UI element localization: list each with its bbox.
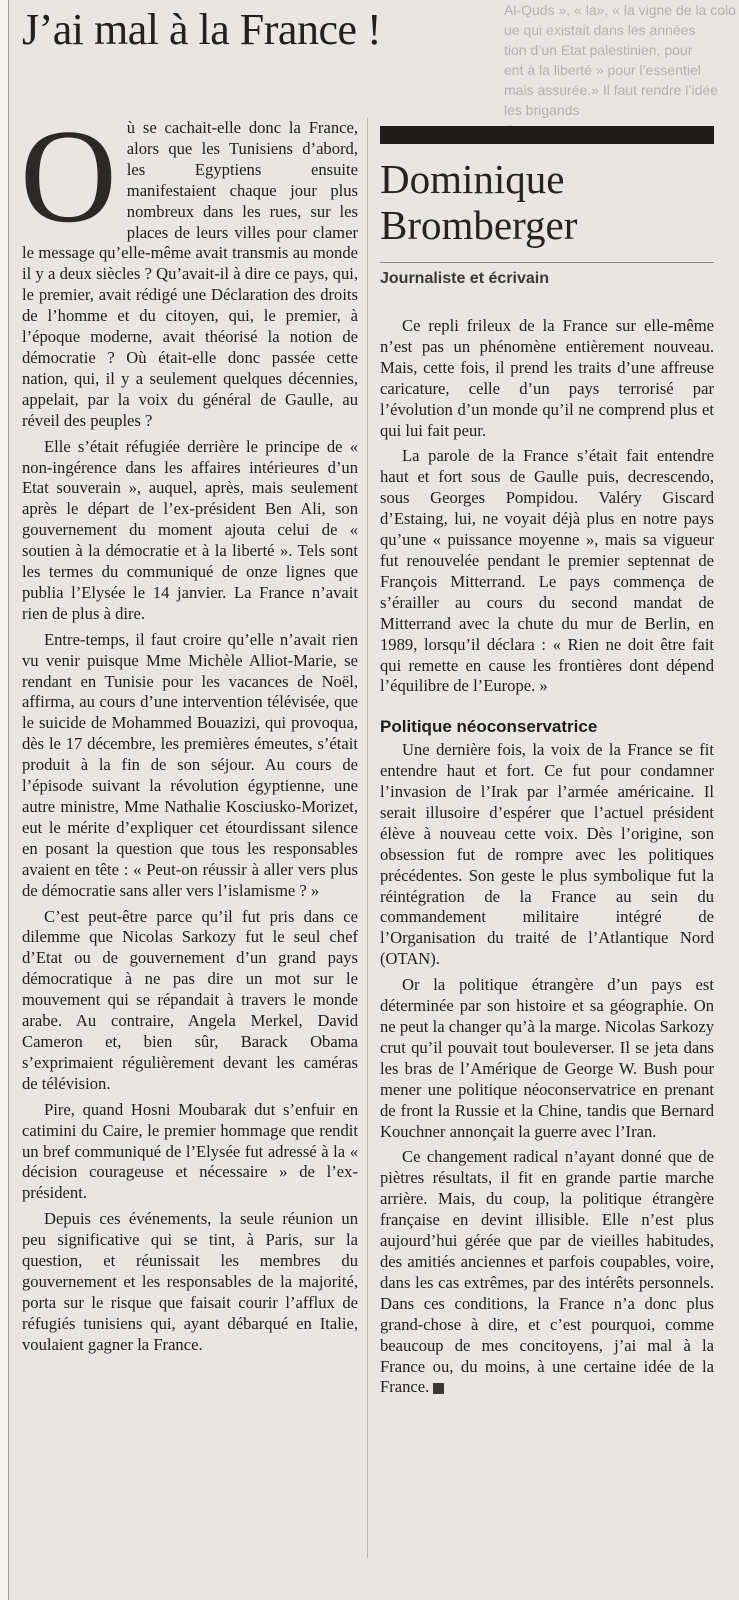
paragraph-text: ù se cachait-elle donc la France, alors que les Tunisiens d’abord, les Egyptiens ensuite manifestaient chaque jour plus nombreux dans les rues, sur les places de leurs villes pour clamer le message qu’elle-même avait transmis au monde il y a deux siècles ? Qu’avait-il à dire ce pays, qui, le premier, avait rédigé une Déclaration des droits de l’homme et du citoyen, qui, le premier, à l’époque moderne, avait théorisé la notion de démocratie ? Où était-elle donc passée cette nation, qui, il y a seulement quelques décennies, appelait, par la voix du général de Gaulle, au réveil des peuples ? [22,118,358,430]
bleed-line: tion d’un Etat palestinien, pour [504,42,693,58]
author-name [380,156,720,248]
column-divider [367,118,368,1558]
article-paragraph: Entre-temps, il faut croire qu’elle n’avait rien vu venir puisque Mme Michèle Alliot-Marie, se rendant en Tunisie pour les vacances de Noël, affirma, au cours d’une intervention télévisée, que le suicide de Mohammed Bouazizi, qui provoqua, dès le 17 décembre, les premières émeutes, s’était produit à la fin de son séjour. Au cours de l’épisode suivant la révolution égyptienne, une autre ministre, Mme Nathalie Kosciusko-Morizet, eut le mérite d’expliquer cet étourdissant silence en posant la question que tous les responsables avaient en tête : « Peut-on réussir à aller vers plus de démocratie sans aller vers l’islamisme ? » [22,629,358,900]
author-last-name: Bromberger [380,202,578,248]
article-column-left [20,102,358,1361]
page-gutter [0,0,9,1600]
page-title: J’ai mal à la France ! [22,5,382,54]
article-paragraph: C’est peut-être parce qu’il fut pris dans ce dilemme que Nicolas Sarkozy fut le seul chef d’Etat ou de gouvernement d’un grand pays démocratique à ne pas dire un mot sur le mouvement qui se répandait à travers le monde arabe. Au contraire, Angela Merkel, David Cameron et, bien sûr, Barack Obama s’exprimaient régulièrement devant les caméras de télévision. [22,906,358,1093]
bleed-through-text [500,0,739,175]
article-paragraph: Pire, quand Hosni Moubarak dut s’enfuir en catimini du Caire, le premier hommage que rendit un bref communiqué de l’Elysée fut adressé à la « décision courageuse et nécessaire » de l’ex-président. [22,1099,358,1203]
article-paragraph [20,102,358,432]
bleed-line: les brigands [504,102,580,118]
article-paragraph [380,1147,714,1398]
article-column-right [380,316,714,1403]
article-paragraph: Ce repli frileux de la France sur elle-même n’est pas un phénomène entièrement nouveau. Mais, cette fois, il prend les traits d’une affreuse caricature, celle d’un pays terrorisé par l’évolution d’un monde qu’il ne comprend plus et qui lui fait peur. [380,316,714,440]
article-paragraph: Une dernière fois, la voix de la France se fit entendre haut et fort. Ce fut pour condamner l’invasion de l’Irak par l’armée américaine. Il serait illusoire d’espérer que l’actuel président élève à nouveau cette voix. Dès l’origine, son obsession fut de rompre avec les politiques précédentes. Son geste le plus symbolique fut la réintégration de la France au sein du commandement militaire intégré de l’Organisation du traité de l’Atlantique Nord (OTAN). [380,740,714,969]
author-role: Journaliste et écrivain [380,270,549,287]
author-divider [380,262,714,263]
paragraph-text: Ce changement radical n’ayant donné que de piètres résultats, il fit en grande partie marche arrière. Mais, du coup, la politique étrangère française en devint illisible. Elle n’est plus aujourd’hui gérée que par de vieilles habitudes, des amitiés anciennes et parfois coupables, voire, dans les cas extrêmes, par des intérêts personnels. Dans ces conditions, la France n’a donc plus grand-chose à dire, et c’est pourquoi, comme beaucoup de mes concitoyens, j’ai mal à la France ou, du moins, à une certaine idée de la France. [380,1147,714,1397]
bleed-line: ent à la liberté » pour l’essentiel [504,62,701,78]
section-subheading: Politique néoconservatrice [380,717,598,737]
article-paragraph: Depuis ces événements, la seule réunion un peu significative qui se tint, à Paris, sur la question, et réunissait les membres du gouvernement et les responsables de la majorité, porta sur le risque que faisait courir l’afflux de réfugiés tunisiens qui, ayant débarqué en Italie, voulaient gagner la France. [22,1209,358,1354]
bleed-line: Al-Quds », « la», « la vigne de la colo [504,2,736,18]
author-first-name: Dominique [380,156,565,202]
article-paragraph: La parole de la France s’était fait entendre haut et fort sous de Gaulle puis, decrescendo, sous Georges Pompidou. Valéry Giscard d’Estaing, lui, ne voyait déjà plus en notre pays qu’une « puissance moyenne », mais sa vigueur fut renouvelée pendant le premier septennat de François Mitterrand. Le pays commença de s’érailler au cours du second mandat de Mitterrand avec la chute du mur de Berlin, en 1989, lorsqu’il déclara : « Rien ne doit être fait qui remette en cause les frontières dont dépend l’équilibre de l’Europe. » [380,446,714,696]
bleed-line: mais assurée.» Il faut rendre l’idée [504,82,718,98]
article-paragraph: Or la politique étrangère d’un pays est déterminée par son histoire et sa géographie. On ne peut la changer qu’à la marge. Nicolas Sarkozy crut qu’il pouvait tout bouleverser. Il se jeta dans les bras de l’Amérique de George W. Bush pour mener une politique néoconservatrice en prenant de front la Russie et la Chine, tandis que Bernard Kouchner annonçait la guerre avec l’Iran. [380,975,714,1141]
bleed-line: ue qui existait dans les années [504,22,696,38]
article-paragraph: Elle s’était réfugiée derrière le principe de « non-ingérence dans les affaires intérieures d’un Etat souverain », auquel, après, mais seulement après le départ de l’ex-président Ben Ali, son gouvernement du moment ajouta celui de « soutien à la démocratie et à la liberté ». Tels sont les termes du communiqué de onze lignes que publia l’Elysée le 14 janvier. La France n’avait rien de plus à dire. [22,436,358,623]
drop-cap: O [20,102,117,250]
author-header-bar [380,126,714,144]
end-mark-icon [433,1383,444,1394]
